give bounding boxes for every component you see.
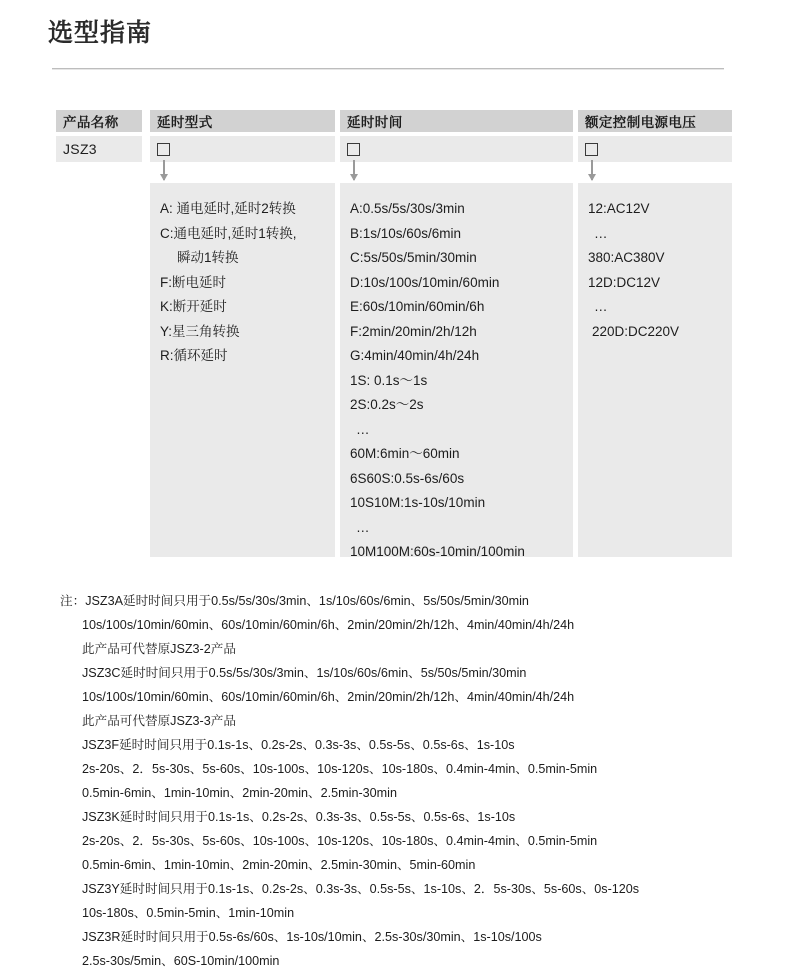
delay-time-option: 1S: 0.1s～1s	[350, 372, 428, 388]
note-line: 10s/100s/10min/60min、60s/10min/60min/6h、2min/20min/2h/12h、4min/40min/4h/24h	[82, 690, 575, 704]
delay-time-option: G:4min/40min/4h/24h	[350, 348, 480, 363]
product-code-cell	[56, 136, 142, 162]
delay-type-option-continued: 瞬动1转换	[177, 250, 239, 265]
note-line: 10s-180s、0.5min-5min、1min-10min	[82, 906, 295, 920]
supply-voltage-option: 380:AC380V	[588, 250, 665, 265]
note-line: JSZ3K延时时间只用于0.1s-1s、0.2s-2s、0.3s-3s、0.5s-5s、0.5s-6s、1s-10s	[82, 810, 516, 824]
note-line: 10s/100s/10min/60min、60s/10min/60min/6h、2min/20min/2h/12h、4min/40min/4h/24h	[82, 618, 575, 632]
delay-type-checkbox-cell[interactable]	[150, 136, 335, 162]
note-line: 2.5s-30s/5min、60S-10min/100min	[82, 954, 280, 968]
note-line: 2s-20s、2．5s-30s、5s-60s、10s-100s、10s-120s、10s-180s、0.4min-4min、0.5min-5min	[82, 834, 598, 848]
checkbox-empty-icon[interactable]	[585, 143, 598, 156]
delay-time-option: 2S:0.2s～2s	[350, 397, 424, 412]
note-line: 0.5min-6min、1min-10min、2min-20min、2.5min-30min、5min-60min	[82, 858, 476, 872]
supply-voltage-option: 12:AC12V	[588, 201, 650, 216]
delay-time-option: 10S10M:1s-10s/10min	[350, 495, 486, 510]
header-product-name: 产品名称	[56, 110, 142, 132]
table-header-row	[56, 110, 732, 132]
delay-time-option: F:2min/20min/2h/12h	[350, 323, 477, 339]
note-line: 此产品可代替原JSZ3-3产品	[82, 714, 236, 728]
delay-type-option: C:通电延时,延时1转换,	[160, 225, 297, 241]
delay-time-option: D:10s/100s/10min/60min	[350, 274, 500, 290]
delay-type-option: Y:星三角转换	[160, 323, 240, 339]
header-supply-voltage: 额定控制电源电压	[578, 110, 732, 132]
arrow-down-icon-delay-type	[163, 160, 165, 180]
delay-type-option: F:断电延时	[160, 274, 226, 290]
spec-table	[56, 110, 732, 162]
delay-time-option: B:1s/10s/60s/6min	[350, 225, 462, 241]
note-line: JSZ3C延时时间只用于0.5s/5s/30s/3min、1s/10s/60s/6min、5s/50s/5min/30min	[82, 666, 527, 680]
header-delay-time: 延时时间	[340, 110, 573, 132]
note-line: 2s-20s、2．5s-30s、5s-60s、10s-100s、10s-120s、10s-180s、0.4min-4min、0.5min-5min	[82, 762, 598, 776]
delay-time-ellipsis: …	[356, 519, 372, 535]
note-line-first	[60, 589, 760, 613]
note-line: 此产品可代替原JSZ3-2产品	[82, 642, 236, 656]
supply-voltage-options-panel	[578, 183, 732, 557]
note-line: JSZ3Y延时时间只用于0.1s-1s、0.2s-2s、0.3s-3s、0.5s-5s、1s-10s、2．5s-30s、5s-60s、0s-120s	[82, 882, 640, 896]
note-prefix: 注：	[60, 594, 86, 608]
delay-time-options-panel	[340, 183, 573, 557]
supply-voltage-checkbox-cell[interactable]	[578, 136, 732, 162]
column-gap	[142, 136, 150, 162]
delay-time-option: 10M100M:60s-10min/100min	[350, 544, 525, 559]
delay-time-ellipsis: …	[356, 421, 372, 437]
table-code-row	[56, 136, 732, 162]
column-gap	[142, 110, 150, 132]
delay-type-option: R:循环延时	[160, 348, 228, 363]
delay-time-option: 6S60S:0.5s-6s/60s	[350, 470, 465, 486]
supply-voltage-option: 12D:DC12V	[588, 274, 661, 290]
product-code-value: JSZ3	[63, 141, 97, 157]
supply-voltage-option: 220D:DC220V	[592, 323, 680, 339]
delay-time-option: 60M:6min～60min	[350, 446, 460, 461]
notes-section	[60, 589, 760, 973]
note-line: JSZ3R延时时间只用于0.5s-6s/60s、1s-10s/10min、2.5s-30s/30min、1s-10s/100s	[82, 930, 542, 944]
delay-type-options-panel	[150, 183, 335, 557]
note-text: JSZ3A延时时间只用于0.5s/5s/30s/3min、1s/10s/60s/6min、5s/50s/5min/30min	[85, 594, 529, 608]
header-delay-type: 延时型式	[150, 110, 335, 132]
title-divider	[52, 68, 724, 70]
delay-time-checkbox-cell[interactable]	[340, 136, 573, 162]
checkbox-empty-icon[interactable]	[347, 143, 360, 156]
supply-voltage-ellipsis: …	[594, 299, 610, 314]
arrow-down-icon-supply-voltage	[591, 160, 593, 180]
note-line: JSZ3F延时时间只用于0.1s-1s、0.2s-2s、0.3s-3s、0.5s-5s、0.5s-6s、1s-10s	[82, 738, 515, 752]
delay-type-option: A: 通电延时,延时2转换	[160, 201, 296, 216]
checkbox-empty-icon[interactable]	[157, 143, 170, 156]
page-title: 选型指南	[48, 19, 153, 47]
note-line: 0.5min-6min、1min-10min、2min-20min、2.5min-30min	[82, 786, 397, 800]
arrow-down-icon-delay-time	[353, 160, 355, 180]
delay-time-option: C:5s/50s/5min/30min	[350, 250, 477, 265]
delay-time-option: E:60s/10min/60min/6h	[350, 299, 485, 314]
delay-type-option: K:断开延时	[160, 299, 227, 314]
delay-time-option: A:0.5s/5s/30s/3min	[350, 201, 465, 216]
supply-voltage-ellipsis: …	[594, 225, 610, 241]
